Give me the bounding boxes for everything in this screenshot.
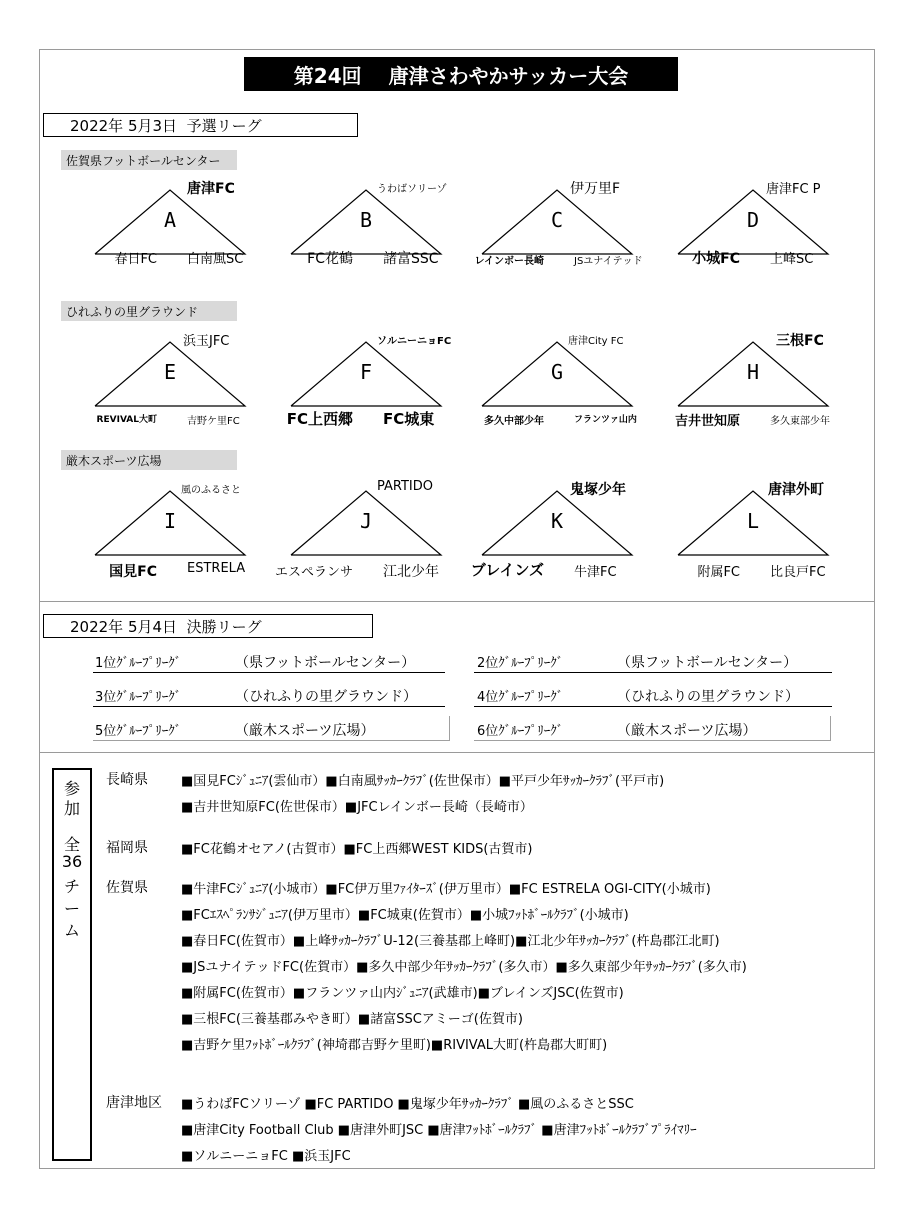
section-divider xyxy=(39,752,875,753)
group-left-team: 国見FC xyxy=(109,564,157,580)
group-right-team: ESTRELA xyxy=(187,561,246,576)
group-right-team: 諸富SSC xyxy=(383,251,439,267)
group-left-team: エスペランサ xyxy=(274,565,353,580)
group-right-team: 比良戸FC xyxy=(770,565,826,580)
group-left-team: 吉井世知原 xyxy=(674,414,740,429)
group-left-team: レインボー長崎 xyxy=(474,256,544,267)
group-right-team: 白南風SC xyxy=(187,252,244,267)
group-l xyxy=(658,473,848,583)
group-i xyxy=(75,473,265,583)
group-letter: G xyxy=(550,360,564,384)
team-list-line: ■吉野ケ里ﾌｯﾄﾎﾞｰﾙｸﾗﾌﾞ(神埼郡吉野ケ里町)■RIVIVAL大町(杵島郡大町町) xyxy=(181,1038,608,1053)
group-f xyxy=(271,324,461,434)
group-top-team: 唐津City FC xyxy=(568,336,624,347)
underline xyxy=(474,672,832,673)
underline-box xyxy=(474,716,831,741)
group-right-team: JSユナイテッド xyxy=(574,256,643,267)
group-letter: A xyxy=(163,208,177,232)
team-list-line: ■ソルニーニョFC ■浜玉JFC xyxy=(181,1149,351,1164)
day1-heading: 2022年 5月3日 予選リーグ xyxy=(43,113,358,137)
group-b xyxy=(271,172,461,282)
section-divider xyxy=(39,601,875,602)
team-list-line: ■三根FC(三養基郡みやき町）■諸富SSCアミーゴ(佐賀市) xyxy=(181,1012,523,1027)
final-rank: 4位ｸﾞﾙｰﾌﾟﾘｰｸﾞ xyxy=(477,690,564,705)
group-top-team: うわばソリーゾ xyxy=(377,184,447,195)
final-league-3 xyxy=(95,686,417,706)
prefecture-name: 長崎県 xyxy=(106,772,148,788)
group-letter: F xyxy=(359,360,373,384)
team-list-line: ■春日FC(佐賀市）■上峰ｻｯｶｰｸﾗﾌﾞU-12(三養基郡上峰町)■江北少年ｻｯｶｰｸﾗﾌﾞ(杵島郡江北町) xyxy=(181,934,720,949)
group-letter: B xyxy=(359,208,373,232)
final-league-2 xyxy=(477,652,797,672)
group-left-team: 附属FC xyxy=(697,565,740,580)
group-h xyxy=(658,324,848,434)
group-letter: D xyxy=(746,208,760,232)
underline xyxy=(474,706,832,707)
group-right-team: 江北少年 xyxy=(383,564,439,580)
final-venue: （ひれふりの里グラウンド） xyxy=(617,689,799,705)
prefecture-name: 唐津地区 xyxy=(106,1095,162,1111)
participants-label-box xyxy=(52,768,92,1161)
underline xyxy=(93,672,445,673)
underline-box xyxy=(93,716,450,741)
participants-char: 全 xyxy=(63,835,80,854)
prefecture-name: 福岡県 xyxy=(106,840,148,856)
participants-char: 加 xyxy=(63,799,80,818)
group-top-team: 伊万里F xyxy=(570,181,621,197)
final-venue: （県フットボールセンター） xyxy=(235,655,416,671)
group-top-team: PARTIDO xyxy=(377,479,434,494)
group-right-team: 多久東部少年 xyxy=(770,416,830,427)
participants-char: 参 xyxy=(63,779,80,798)
final-rank: 3位ｸﾞﾙｰﾌﾟﾘｰｸﾞ xyxy=(95,690,182,705)
team-list-line: ■附属FC(佐賀市）■フランツァ山内ｼﾞｭﾆｱ(武雄市)■ブレインズJSC(佐賀市) xyxy=(181,986,624,1001)
group-letter: C xyxy=(550,208,564,232)
final-venue: （厳木スポーツ広場） xyxy=(235,723,375,739)
final-league-1 xyxy=(95,652,415,672)
underline xyxy=(93,706,445,707)
venue-label: 厳木スポーツ広場 xyxy=(61,450,237,470)
final-venue: （厳木スポーツ広場） xyxy=(617,723,757,739)
group-letter: H xyxy=(746,360,760,384)
team-list-line: ■国見FCｼﾞｭﾆｱ(雲仙市）■白南風ｻｯｶｰｸﾗﾌﾞ(佐世保市）■平戸少年ｻｯｶｰｸﾗﾌﾞ(平戸市) xyxy=(181,774,665,789)
final-league-4 xyxy=(477,686,799,706)
venue-label: 佐賀県フットボールセンター xyxy=(61,150,237,170)
final-venue: （県フットボールセンター） xyxy=(617,655,798,671)
group-letter: J xyxy=(359,509,373,533)
group-right-team: 吉野ケ里FC xyxy=(187,416,240,427)
group-left-team: FC花鶴 xyxy=(307,251,353,267)
group-top-team: 鬼塚少年 xyxy=(570,482,626,498)
team-list-line: ■吉井世知原FC(佐世保市）■JFCレインボー長崎（長崎市） xyxy=(181,800,533,815)
team-list-line: ■FCｴｽﾍﾟﾗﾝｻｼﾞｭﾆｱ(伊万里市）■FC城東(佐賀市）■小城ﾌｯﾄﾎﾞｰﾙｸﾗﾌﾞ(小城市) xyxy=(181,908,629,923)
venue-label: ひれふりの里グラウンド xyxy=(61,301,237,321)
group-top-team: 風のふるさと xyxy=(181,485,241,496)
group-g xyxy=(462,324,652,434)
group-top-team: ソルニーニョFC xyxy=(377,336,452,347)
group-right-team: 牛津FC xyxy=(574,565,617,580)
group-top-team: 浜玉JFC xyxy=(183,334,230,349)
participants-char: 36 xyxy=(61,852,83,871)
group-a xyxy=(75,172,265,282)
group-left-team: REVIVAL大町 xyxy=(96,415,157,425)
team-list-line: ■牛津FCｼﾞｭﾆｱ(小城市）■FC伊万里ﾌｧｲﾀｰｽﾞ(伊万里市）■FC ESTRELA OGI-CITY(小城市) xyxy=(181,882,711,897)
prefecture-name: 佐賀県 xyxy=(106,880,148,896)
team-list-line: ■FC花鶴オセアノ(古賀市）■FC上西郷WEST KIDS(古賀市) xyxy=(181,842,533,857)
group-right-team: フランツァ山内 xyxy=(574,415,637,425)
group-c xyxy=(462,172,652,282)
final-venue: （ひれふりの里グラウンド） xyxy=(235,689,417,705)
team-list-line: ■唐津City Football Club ■唐津外町JSC ■唐津ﾌｯﾄﾎﾞｰﾙｸﾗﾌﾞ ■唐津ﾌｯﾄﾎﾞｰﾙｸﾗﾌﾞﾌﾟﾗｲﾏﾘｰ xyxy=(181,1123,697,1138)
final-rank: 1位ｸﾞﾙｰﾌﾟﾘｰｸﾞ xyxy=(95,656,182,671)
group-left-team: 春日FC xyxy=(114,252,157,267)
group-e xyxy=(75,324,265,434)
group-left-team: FC上西郷 xyxy=(286,410,353,428)
group-left-team: ブレインズ xyxy=(470,561,544,579)
day2-heading: 2022年 5月4日 決勝リーグ xyxy=(43,614,373,638)
participants-char: ー xyxy=(63,899,80,918)
group-left-team: 小城FC xyxy=(692,251,740,267)
participants-char: ム xyxy=(63,921,80,940)
participants-char: チ xyxy=(63,877,80,896)
team-list-line: ■JSユナイテッドFC(佐賀市）■多久中部少年ｻｯｶｰｸﾗﾌﾞ(多久市）■多久東部少年ｻｯｶｰｸﾗﾌﾞ(多久市) xyxy=(181,960,747,975)
group-letter: I xyxy=(163,509,177,533)
final-rank: 2位ｸﾞﾙｰﾌﾟﾘｰｸﾞ xyxy=(477,656,564,671)
group-right-team: 上峰SC xyxy=(770,252,814,267)
team-list-line: ■うわばFCソリーゾ ■FC PARTIDO ■鬼塚少年ｻｯｶｰｸﾗﾌﾞ ■風のふるさとSSC xyxy=(181,1097,634,1112)
group-d xyxy=(658,172,848,282)
final-rank: 6位ｸﾞﾙｰﾌﾟﾘｰｸﾞ xyxy=(477,724,564,739)
group-left-team: 多久中部少年 xyxy=(484,416,544,427)
group-j xyxy=(271,473,461,583)
group-letter: K xyxy=(550,509,564,533)
page-title: 第24回 唐津さわやかサッカー大会 xyxy=(244,57,678,91)
group-right-team: FC城東 xyxy=(383,410,435,428)
group-k xyxy=(462,473,652,583)
group-top-team: 唐津外町 xyxy=(768,482,824,498)
group-top-team: 三根FC xyxy=(776,333,824,349)
group-letter: L xyxy=(746,509,760,533)
group-top-team: 唐津FC xyxy=(187,181,235,197)
final-rank: 5位ｸﾞﾙｰﾌﾟﾘｰｸﾞ xyxy=(95,724,182,739)
group-letter: E xyxy=(163,360,177,384)
group-top-team: 唐津FC P xyxy=(766,182,821,197)
